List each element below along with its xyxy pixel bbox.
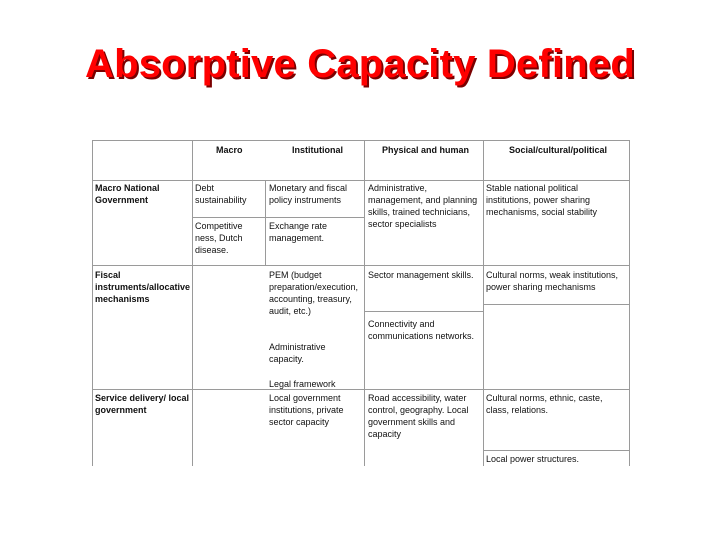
cell-physical-road: Road accessibility, water control, geography. Local government skills and capacity [368, 393, 469, 439]
cell-physical-sector-skills: Sector management skills. [368, 270, 474, 280]
column-divider-3 [364, 140, 365, 466]
fiscal-physical-subdivider [364, 311, 483, 312]
header-physical: Physical and human [382, 145, 470, 155]
cell-institutional-legal: Legal framework [269, 379, 336, 389]
macro-row-subdivider [192, 217, 364, 218]
cell-macro-debt: Debt sustainability [195, 183, 247, 205]
table-right-border [629, 140, 630, 466]
service-social-subdivider [483, 450, 630, 451]
header-macro: Macro [216, 145, 243, 155]
cell-social-cultural-weak: Cultural norms, weak institutions, power sharing mechanisms [486, 270, 619, 292]
cell-institutional-pem: PEM (budget preparation/execution, accounting, treasury, audit, etc.) [269, 270, 359, 316]
cell-social-ethnic: Cultural norms, ethnic, caste, class, relations. [486, 393, 603, 415]
header-divider [92, 180, 630, 181]
slide-title: Absorptive Capacity Defined [85, 42, 635, 86]
absorptive-capacity-table [92, 140, 630, 466]
table-left-border [92, 140, 93, 466]
row-label-fiscal: Fiscal instruments/allocative mechanisms [95, 270, 191, 304]
cell-social-local-power: Local power structures. [486, 454, 580, 464]
row-divider-fiscal [92, 265, 630, 266]
cell-institutional-monetary: Monetary and fiscal policy instruments [269, 183, 348, 205]
row-label-service: Service delivery/ local government [95, 393, 190, 415]
cell-institutional-local-gov: Local government institutions, private sector capacity [269, 393, 344, 427]
cell-physical-administrative: Administrative, management, and planning skills, trained technicians, sector specialists [368, 183, 478, 229]
row-divider-service [92, 389, 630, 390]
cell-institutional-exchange: Exchange rate management. [269, 221, 328, 243]
column-divider-4 [483, 140, 484, 466]
cell-institutional-admin-capacity: Administrative capacity. [269, 342, 326, 364]
header-social: Social/cultural/political [509, 145, 608, 155]
table-top-border [92, 140, 630, 141]
cell-physical-connectivity: Connectivity and communications networks. [368, 319, 475, 341]
column-divider-2 [265, 180, 266, 265]
header-institutional: Institutional [292, 145, 343, 155]
column-divider-1 [192, 140, 193, 466]
fiscal-social-subdivider [483, 304, 630, 305]
row-label-macro-national: Macro National Government [95, 183, 160, 205]
cell-macro-competitiveness: Competitive ness, Dutch disease. [195, 221, 243, 255]
cell-social-stable: Stable national political institutions, power sharing mechanisms, social stability [486, 183, 598, 217]
